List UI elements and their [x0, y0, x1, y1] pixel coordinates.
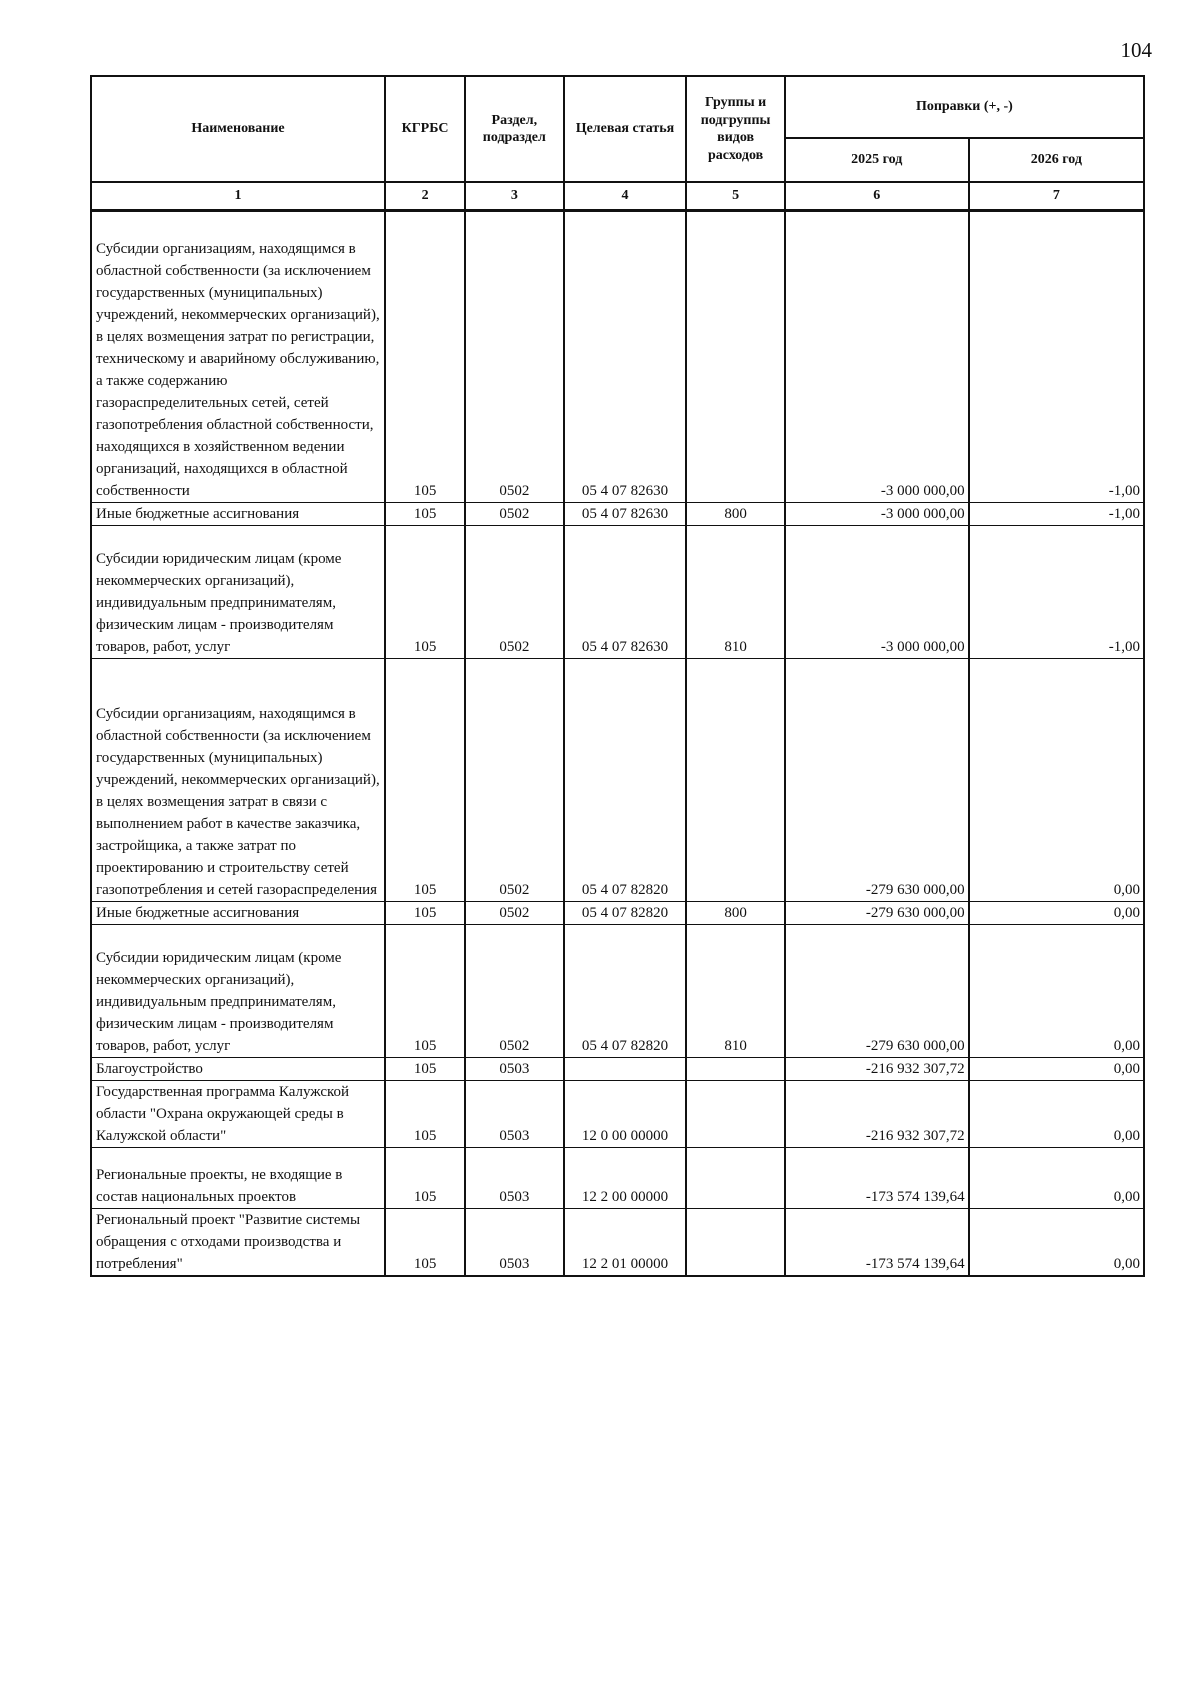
row-kgrbs: 105: [385, 659, 465, 902]
row-group: [686, 1209, 784, 1277]
row-target: 12 2 00 00000: [564, 1148, 687, 1209]
table-row: [91, 659, 1144, 902]
row-2025: -279 630 000,00: [785, 659, 969, 902]
row-name: Благоустройство: [91, 1058, 385, 1081]
row-group: [686, 1081, 784, 1148]
col-number: 7: [969, 182, 1144, 211]
table-row: [91, 1209, 1144, 1277]
row-2025: -279 630 000,00: [785, 902, 969, 925]
row-kgrbs: 105: [385, 1209, 465, 1277]
row-group: [686, 238, 784, 503]
col-number: 3: [465, 182, 563, 211]
row-2026: -1,00: [969, 238, 1144, 503]
budget-amendments-table: [90, 75, 1145, 1277]
row-kgrbs: 105: [385, 1148, 465, 1209]
row-target: 05 4 07 82820: [564, 659, 687, 902]
row-2025: -279 630 000,00: [785, 925, 969, 1058]
row-2026: 0,00: [969, 1058, 1144, 1081]
row-kgrbs: 105: [385, 925, 465, 1058]
row-2026: 0,00: [969, 659, 1144, 902]
table-row: [91, 503, 1144, 526]
row-2025: -173 574 139,64: [785, 1148, 969, 1209]
row-group: 810: [686, 526, 784, 659]
row-section: 0502: [465, 925, 563, 1058]
row-section: 0502: [465, 526, 563, 659]
row-name: Субсидии организациям, находящимся в областной собственности (за исключением государственных (муниципальных) учреждений, некоммерческих организаций), в целях возмещения затрат по регистрации, техническому и аварийному обслуживанию, а также содержанию газораспределительных сетей, сетей газопотребления областной собственности, находящихся в хозяйственном ведении организаций, находящихся в областной собственности: [91, 238, 385, 503]
row-target: 12 0 00 00000: [564, 1081, 687, 1148]
col-number: 5: [686, 182, 784, 211]
row-target: 05 4 07 82630: [564, 238, 687, 503]
row-name: Региональный проект "Развитие системы обращения с отходами производства и потребления": [91, 1209, 385, 1277]
row-kgrbs: 105: [385, 238, 465, 503]
row-section: 0502: [465, 238, 563, 503]
row-group: 800: [686, 902, 784, 925]
row-2025: -216 932 307,72: [785, 1058, 969, 1081]
row-group: 800: [686, 503, 784, 526]
row-2026: -1,00: [969, 526, 1144, 659]
row-target: 12 2 01 00000: [564, 1209, 687, 1277]
header-year-2025: 2025 год: [785, 138, 969, 182]
table-row: [91, 526, 1144, 659]
row-group: [686, 1058, 784, 1081]
header-kgrbs: КГРБС: [385, 76, 465, 182]
row-section: 0503: [465, 1081, 563, 1148]
row-2025: -173 574 139,64: [785, 1209, 969, 1277]
row-group: [686, 659, 784, 902]
row-target: 05 4 07 82630: [564, 503, 687, 526]
row-2026: 0,00: [969, 902, 1144, 925]
header-groups: Группы и подгруппы видов расходов: [686, 76, 784, 182]
table-row: [91, 925, 1144, 1058]
header-target: Целевая статья: [564, 76, 687, 182]
row-2025: -3 000 000,00: [785, 526, 969, 659]
table-row: [91, 1081, 1144, 1148]
row-2025: -3 000 000,00: [785, 503, 969, 526]
row-section: 0502: [465, 503, 563, 526]
row-target: 05 4 07 82820: [564, 925, 687, 1058]
row-name: Субсидии юридическим лицам (кроме некоммерческих организаций), индивидуальным предпринимателям, физическим лицам - производителям товаров, работ, услуг: [91, 526, 385, 659]
header-section: Раздел, подраздел: [465, 76, 563, 182]
row-target: 05 4 07 82820: [564, 902, 687, 925]
row-kgrbs: 105: [385, 902, 465, 925]
col-number: 2: [385, 182, 465, 211]
row-section: 0502: [465, 659, 563, 902]
row-2025: -3 000 000,00: [785, 238, 969, 503]
row-kgrbs: 105: [385, 503, 465, 526]
row-target: 05 4 07 82630: [564, 526, 687, 659]
row-section: 0503: [465, 1058, 563, 1081]
row-2025: -216 932 307,72: [785, 1081, 969, 1148]
row-target: [564, 1058, 687, 1081]
header-year-2026: 2026 год: [969, 138, 1144, 182]
row-2026: -1,00: [969, 503, 1144, 526]
col-number: 4: [564, 182, 687, 211]
row-2026: 0,00: [969, 925, 1144, 1058]
row-name: Субсидии организациям, находящимся в областной собственности (за исключением государственных (муниципальных) учреждений, некоммерческих организаций), в целях возмещения затрат в связи с выполнением работ в качестве заказчика, застройщика, а также затрат по проектированию и строительству сетей газопотребления и сетей газораспределения: [91, 659, 385, 902]
page-number: 104: [1120, 38, 1152, 62]
table-row: [91, 1058, 1144, 1081]
row-group: 810: [686, 925, 784, 1058]
col-number: 6: [785, 182, 969, 211]
row-kgrbs: 105: [385, 526, 465, 659]
table-row: [91, 238, 1144, 503]
row-section: 0502: [465, 902, 563, 925]
row-2026: 0,00: [969, 1148, 1144, 1209]
row-name: Государственная программа Калужской области "Охрана окружающей среды в Калужской области": [91, 1081, 385, 1148]
row-kgrbs: 105: [385, 1058, 465, 1081]
header-amendments: Поправки (+, -): [785, 76, 1144, 138]
row-name: Субсидии юридическим лицам (кроме некоммерческих организаций), индивидуальным предпринимателям, физическим лицам - производителям товаров, работ, услуг: [91, 925, 385, 1058]
row-section: 0503: [465, 1148, 563, 1209]
row-2026: 0,00: [969, 1081, 1144, 1148]
row-section: 0503: [465, 1209, 563, 1277]
row-name: Региональные проекты, не входящие в состав национальных проектов: [91, 1148, 385, 1209]
row-group: [686, 1148, 784, 1209]
row-kgrbs: 105: [385, 1081, 465, 1148]
row-name: Иные бюджетные ассигнования: [91, 902, 385, 925]
col-number: 1: [91, 182, 385, 211]
table-row: [91, 1148, 1144, 1209]
row-2026: 0,00: [969, 1209, 1144, 1277]
header-name: Наименование: [91, 76, 385, 182]
row-name: Иные бюджетные ассигнования: [91, 503, 385, 526]
table-row: [91, 902, 1144, 925]
